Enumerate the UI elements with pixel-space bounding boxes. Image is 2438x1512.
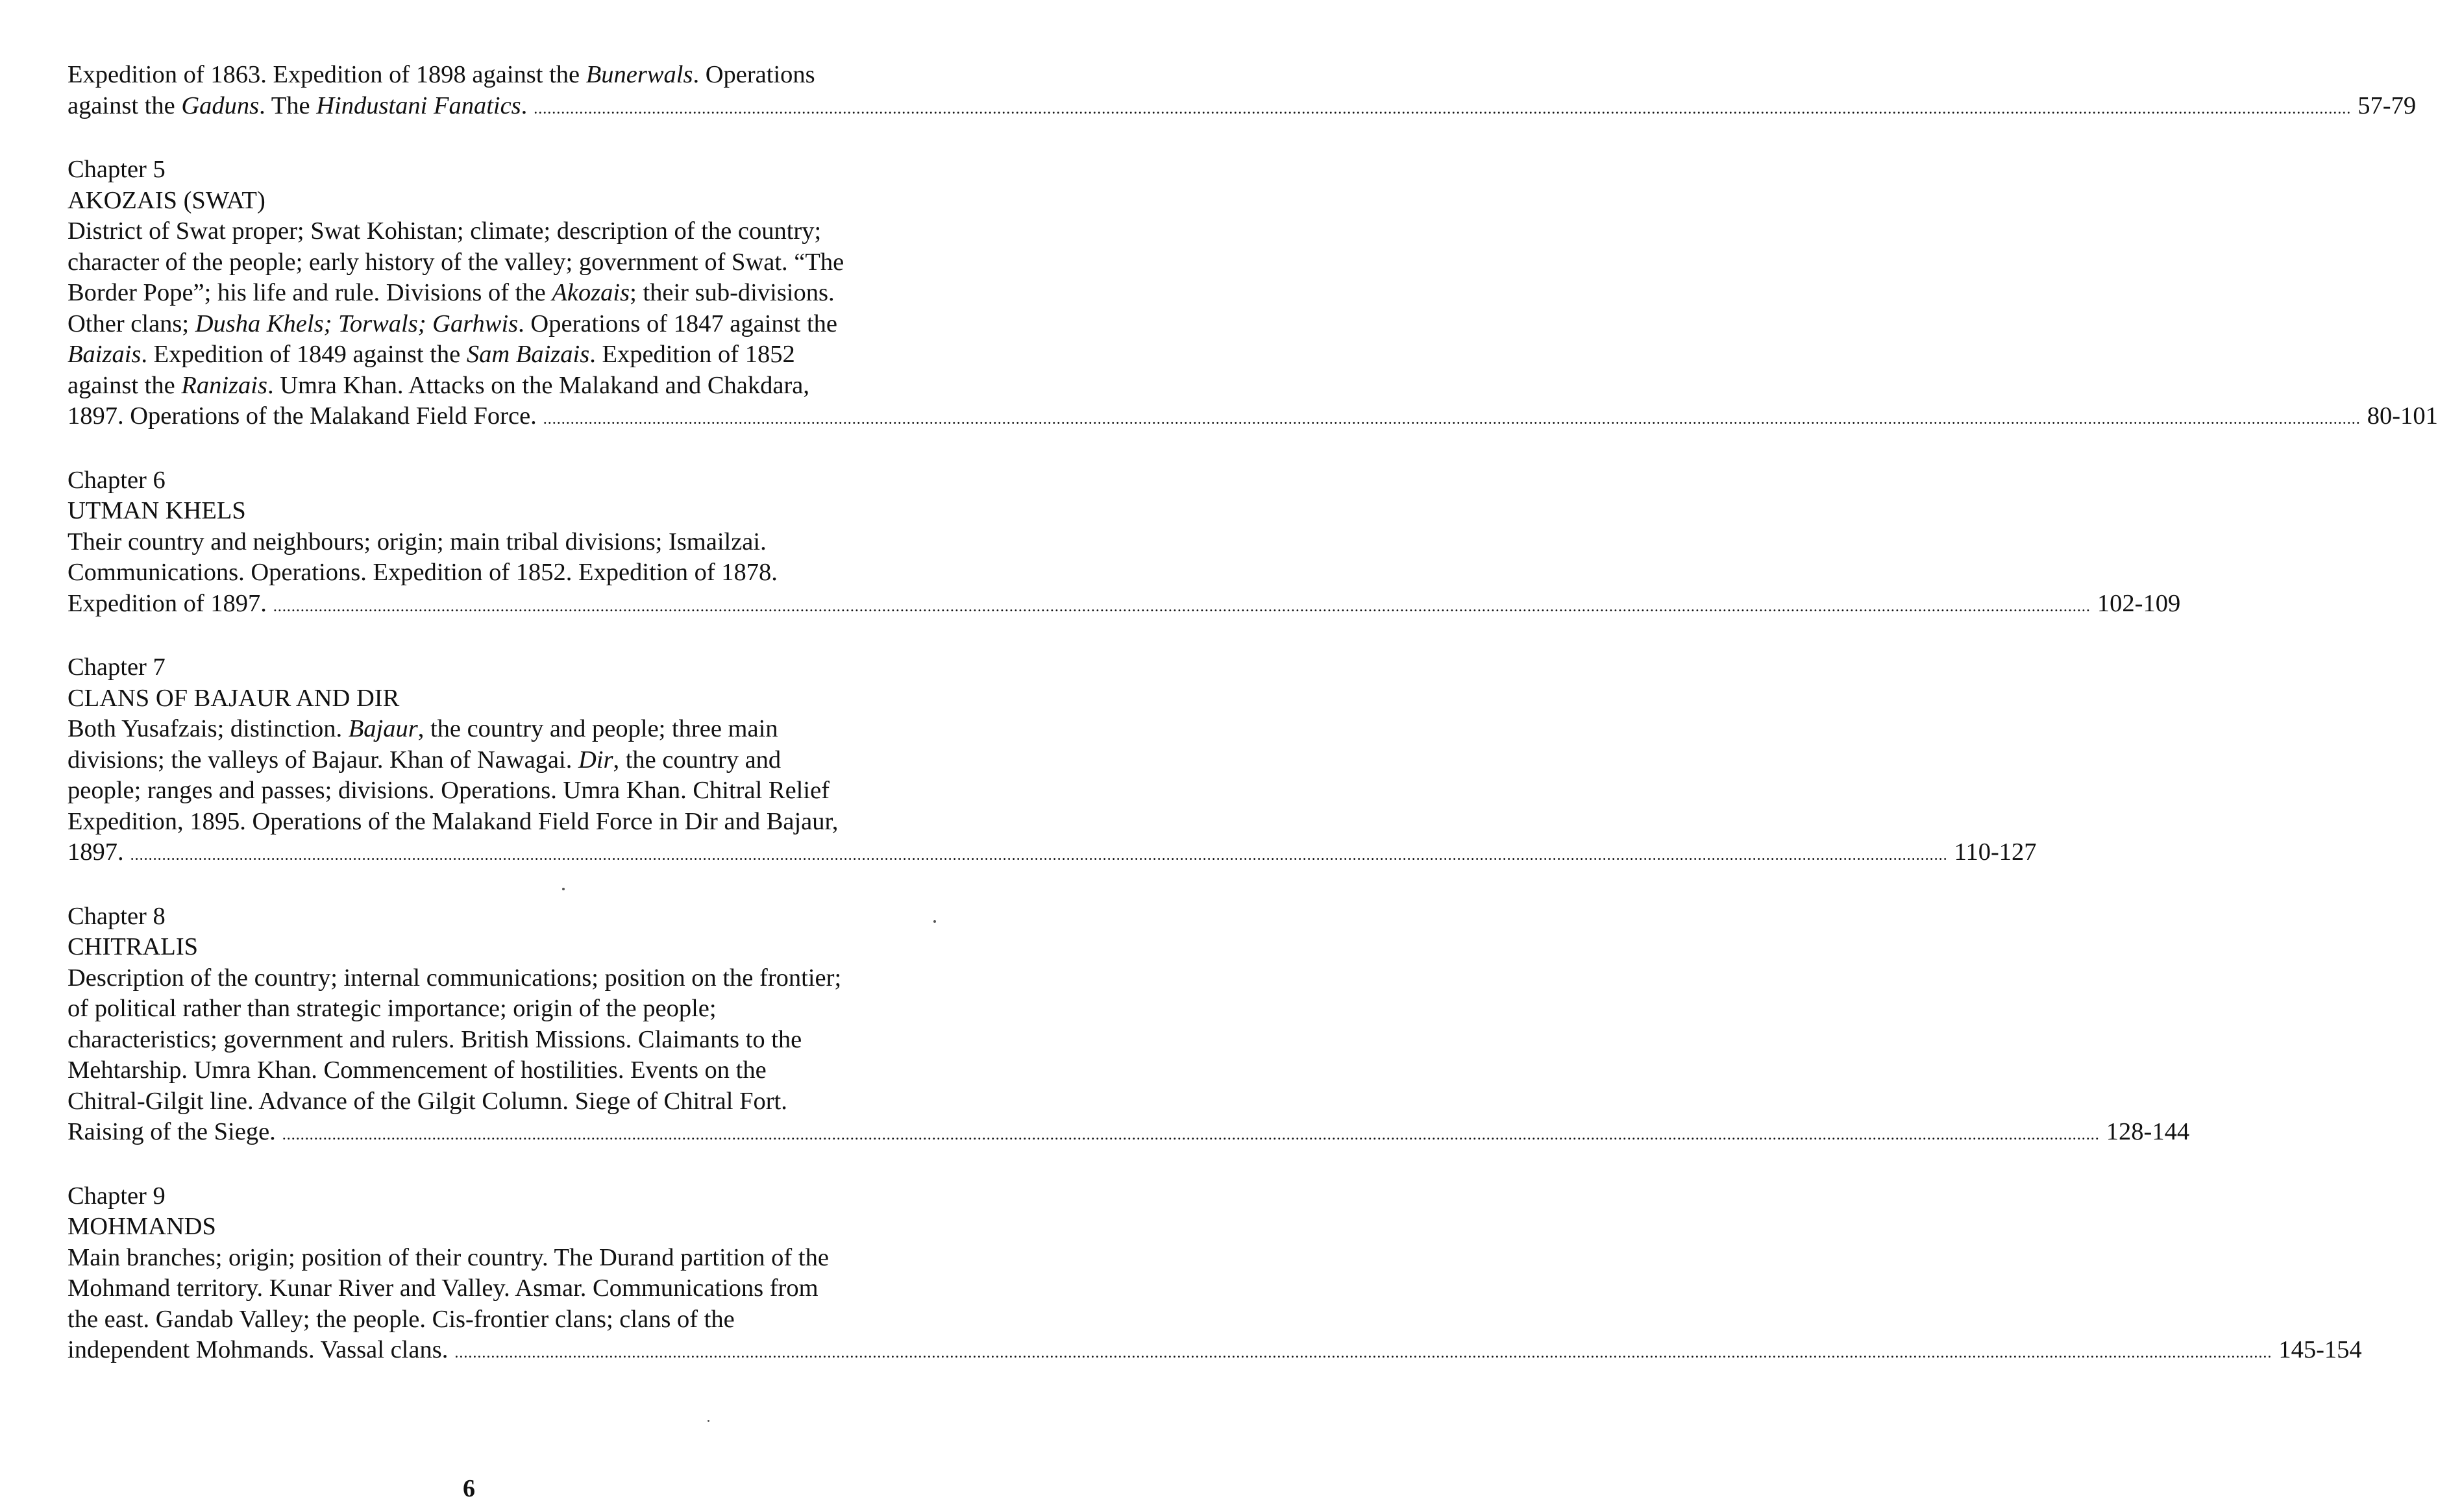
table-of-contents: [68, 60, 2438, 1369]
chapter-list: [68, 154, 2438, 1369]
text-segment: Other clans;: [68, 310, 195, 337]
text-segment: . Umra Khan. Attacks on the Malakand and Chakdara,: [267, 371, 809, 399]
description-line: [68, 247, 905, 278]
text-segment: , the country and people; three main: [417, 715, 778, 742]
italic-text: Sam Baizais: [466, 341, 590, 368]
description-last-line: [68, 401, 2438, 435]
italic-text: Ranizais: [181, 371, 267, 399]
text-segment: Mehtarship. Umra Khan. Commencement of hostilities. Events on the: [68, 1056, 767, 1084]
text-segment: Both Yusafzais; distinction.: [68, 715, 349, 742]
description-line: [68, 557, 905, 589]
chapter-label: Chapter 7: [68, 653, 166, 681]
description-line-end: [68, 589, 267, 620]
text-segment: . Operations of 1847 against the: [518, 310, 837, 337]
text-segment: , the country and: [613, 746, 782, 774]
text-segment: Communications. Operations. Expedition of 1852. Expedition of 1878.: [68, 559, 778, 586]
description-line: [68, 994, 905, 1025]
chapter-entry: [68, 1181, 2362, 1369]
chapter-entry: [68, 652, 2037, 872]
italic-text: Akozais: [552, 279, 630, 306]
description-line-end: [68, 1117, 276, 1148]
chapter-title: MOHMANDS: [68, 1213, 216, 1240]
chapter-description: [68, 1243, 2362, 1369]
dot-leader: ................................................................................................................................................................................................................................................................................................................................................................................................................: [454, 1345, 2272, 1361]
text-segment: Their country and neighbours; origin; main tribal divisions; Ismailzai.: [68, 528, 767, 555]
description-line-end: [68, 1335, 448, 1366]
text-segment: 1897.: [68, 838, 124, 866]
description-line: [68, 309, 905, 340]
text-segment: ; their sub-divisions.: [630, 279, 835, 306]
description-line: [68, 1243, 905, 1274]
chapter-entry: [68, 154, 2438, 435]
dot-leader: ................................................................................................................................................................................................................................................................................................................................................................................................................: [543, 411, 2361, 428]
italic-text: Bajaur: [348, 715, 418, 742]
text-segment: character of the people; early history of the valley; government of Swat. “The: [68, 248, 844, 276]
italic-text: Baizais: [68, 341, 142, 368]
chapter-description: [68, 527, 2181, 623]
text-segment: the east. Gandab Valley; the people. Cis-frontier clans; clans of the: [68, 1305, 735, 1333]
description-last-line: [68, 91, 2417, 125]
chapter-entry: [68, 465, 2181, 623]
text-segment: of political rather than strategic importance; origin of the people;: [68, 995, 717, 1022]
text-segment: Description of the country; internal communications; position on the frontier;: [68, 964, 842, 992]
description-line: [68, 775, 905, 807]
text-segment: Chitral-Gilgit line. Advance of the Gilgit Column. Siege of Chitral Fort.: [68, 1087, 787, 1115]
text-segment: against the: [68, 371, 182, 399]
text-segment: divisions; the valleys of Bajaur. Khan of Nawagai.: [68, 746, 578, 774]
text-segment: Expedition, 1895. Operations of the Malakand Field Force in Dir and Bajaur,: [68, 807, 839, 835]
description-line: [68, 745, 905, 776]
page-number: 6: [463, 1475, 475, 1502]
dot-leader: ................................................................................................................................................................................................................................................................................................................................................................................................................: [273, 598, 2091, 615]
chapter-description: [68, 216, 2438, 435]
description-line: [68, 1304, 905, 1335]
chapter-label: Chapter 6: [68, 466, 166, 494]
description-last-line: [68, 589, 2181, 623]
text-segment: .: [521, 91, 528, 119]
chapter-label: Chapter 8: [68, 902, 166, 930]
page-range: 110-127: [1954, 838, 2037, 866]
description-last-line: [68, 837, 2037, 872]
description-line: [68, 1055, 905, 1086]
italic-text: Dusha Khels; Torwals; Garhwis: [195, 310, 519, 337]
page-range: 128-144: [2106, 1118, 2190, 1145]
text-segment: District of Swat proper; Swat Kohistan; climate; description of the country;: [68, 217, 822, 245]
text-segment: independent Mohmands. Vassal clans.: [68, 1336, 449, 1363]
description-line: [68, 1025, 905, 1056]
dot-leader: ................................................................................................................................................................................................................................................................................................................................................................................................................: [534, 100, 2352, 117]
description-line: [68, 60, 905, 91]
description-line: [68, 527, 905, 558]
page-range: 102-109: [2097, 589, 2181, 617]
chapter-title: CLANS OF BAJAUR AND DIR: [68, 684, 400, 712]
text-segment: . The: [259, 91, 317, 119]
chapter-description: [68, 714, 2037, 872]
scan-speck: [708, 1420, 709, 1422]
text-segment: characteristics; government and rulers. British Missions. Claimants to the: [68, 1025, 802, 1053]
chapter-description: [68, 963, 2190, 1151]
page-range: 57-79: [2358, 91, 2417, 119]
text-segment: . Operations: [693, 61, 815, 88]
text-segment: Expedition of 1863. Expedition of 1898 against the: [68, 61, 586, 88]
italic-text: Dir: [578, 746, 613, 774]
text-segment: Border Pope”; his life and rule. Divisions of the: [68, 279, 552, 306]
chapter-title: CHITRALIS: [68, 933, 199, 960]
description-line: [68, 963, 905, 994]
description-last-line: [68, 1117, 2190, 1151]
description-last-line: [68, 1335, 2362, 1369]
italic-text: Gaduns: [181, 91, 260, 119]
description-line: [68, 1273, 905, 1304]
description-line: [68, 714, 905, 745]
chapter-label: Chapter 9: [68, 1182, 166, 1210]
text-segment: against the: [68, 91, 182, 119]
description-line: [68, 1086, 905, 1117]
chapter-title: UTMAN KHELS: [68, 497, 246, 524]
italic-text: Bunerwals: [585, 61, 693, 88]
text-segment: . Expedition of 1852: [589, 341, 795, 368]
description-line-end: [68, 401, 537, 432]
text-segment: 1897. Operations of the Malakand Field Force.: [68, 402, 537, 430]
chapter-title: AKOZAIS (SWAT): [68, 186, 265, 214]
scan-speck: [562, 888, 565, 890]
description-line: [68, 216, 905, 247]
page-range: 145-154: [2278, 1336, 2362, 1363]
description-line: [68, 371, 905, 402]
dot-leader: ................................................................................................................................................................................................................................................................................................................................................................................................................: [282, 1127, 2100, 1143]
scan-speck: [933, 920, 936, 923]
description-line-end: [68, 91, 527, 122]
italic-text: Hindustani Fanatics: [316, 91, 521, 119]
text-segment: Main branches; origin; position of their country. The Durand partition of the: [68, 1243, 829, 1271]
page-range: 80-101: [2367, 402, 2438, 430]
text-segment: Mohmand territory. Kunar River and Valley. Asmar. Communications from: [68, 1274, 819, 1302]
description-line: [68, 807, 905, 838]
chapter-label: Chapter 5: [68, 156, 166, 183]
text-segment: . Expedition of 1849 against the: [141, 341, 467, 368]
text-segment: people; ranges and passes; divisions. Operations. Umra Khan. Chitral Relief: [68, 777, 830, 804]
chapter-entry: [68, 901, 2190, 1151]
text-segment: Expedition of 1897.: [68, 589, 267, 617]
dot-leader: ................................................................................................................................................................................................................................................................................................................................................................................................................: [130, 847, 1948, 864]
description-line: [68, 339, 905, 371]
text-segment: Raising of the Siege.: [68, 1118, 276, 1145]
description-line-end: [68, 837, 124, 868]
description-line: [68, 278, 905, 309]
toc-entry-continuation: [68, 60, 2417, 125]
